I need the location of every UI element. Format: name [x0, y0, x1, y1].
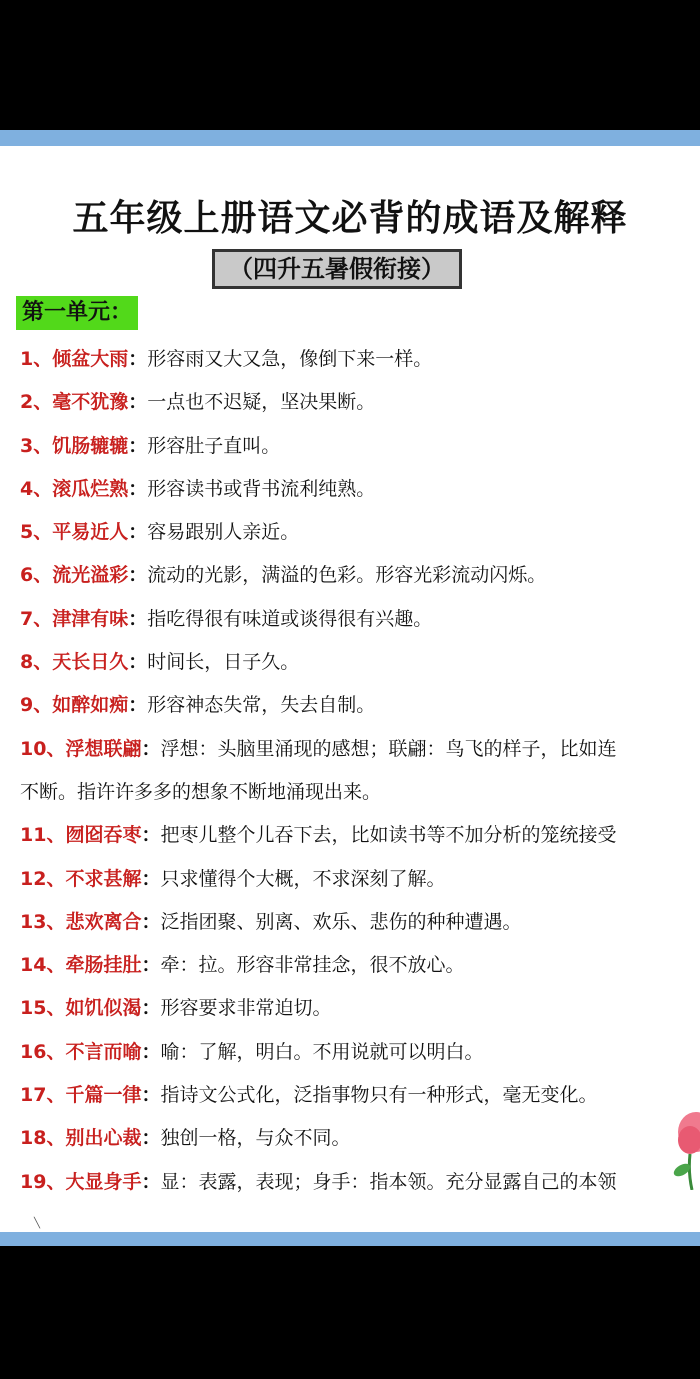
entry-number: 19、	[20, 1170, 66, 1193]
entry-idiom: 大显身手	[65, 1170, 142, 1193]
idiom-entry	[0, 901, 700, 944]
entry-idiom: 平易近人	[52, 521, 129, 544]
entry-definition: 形容读书或背书流利纯熟。	[147, 477, 376, 500]
idiom-list	[0, 338, 700, 1204]
entry-colon: ：	[128, 391, 148, 414]
entry-colon: ：	[128, 651, 148, 674]
entry-definition: 只求懂得个大概，不求深刻了解。	[160, 867, 446, 890]
entry-idiom: 不求甚解	[65, 867, 142, 890]
entry-definition: 喻：了解，明白。不用说就可以明白。	[160, 1040, 484, 1063]
idiom-entry	[0, 598, 700, 641]
entry-idiom: 饥肠辘辘	[52, 434, 129, 457]
entry-idiom: 如醉如痴	[52, 694, 129, 717]
subtitle-box: （四升五暑假衔接）	[212, 249, 462, 289]
idiom-entry	[0, 468, 700, 511]
entry-definition: 浮想：头脑里涌现的感想；联翩：鸟飞的样子，比如连	[160, 737, 617, 760]
entry-idiom: 天长日久	[52, 651, 129, 674]
entry-definition: 容易跟别人亲近。	[147, 521, 300, 544]
entry-continuation	[0, 771, 700, 814]
entry-number: 7、	[20, 607, 53, 630]
idiom-entry	[0, 554, 700, 597]
entry-colon: ：	[128, 521, 148, 544]
idiom-entry	[0, 858, 700, 901]
entry-idiom: 悲欢离合	[65, 910, 142, 933]
entry-number: 3、	[20, 434, 53, 457]
entry-idiom: 津津有味	[52, 607, 129, 630]
entry-number: 16、	[20, 1040, 66, 1063]
flower-decoration-icon	[670, 1110, 700, 1190]
unit-label: 第一单元：	[16, 296, 138, 330]
entry-number: 11、	[20, 824, 66, 847]
entry-colon: ：	[141, 1127, 161, 1150]
entry-idiom: 滚瓜烂熟	[52, 477, 129, 500]
idiom-entry	[0, 338, 700, 381]
entry-idiom: 浮想联翩	[65, 737, 142, 760]
entry-colon: ：	[141, 910, 161, 933]
idiom-entry	[0, 1117, 700, 1160]
entry-definition: 显：表露，表现；身手：指本领。充分显露自己的本领	[160, 1170, 617, 1193]
entry-colon: ：	[128, 434, 148, 457]
idiom-entry	[0, 987, 700, 1030]
idiom-entry	[0, 944, 700, 987]
idiom-entry	[0, 814, 700, 857]
idiom-entry	[0, 728, 700, 771]
entry-number: 5、	[20, 521, 53, 544]
entry-definition: 形容要求非常迫切。	[160, 997, 332, 1020]
entry-number: 9、	[20, 694, 53, 717]
entry-definition: 形容神态失常，失去自制。	[147, 694, 376, 717]
entry-colon: ：	[128, 477, 148, 500]
entry-definition: 流动的光影，满溢的色彩。形容光彩流动闪烁。	[147, 564, 547, 587]
idiom-entry	[0, 381, 700, 424]
entry-definition: 牵：拉。形容非常挂念，很不放心。	[160, 954, 465, 977]
entry-number: 2、	[20, 391, 53, 414]
entry-idiom: 千篇一律	[65, 1084, 142, 1107]
entry-definition: 形容雨又大又急，像倒下来一样。	[147, 348, 433, 370]
entry-number: 8、	[20, 651, 53, 674]
entry-definition: 指诗文公式化，泛指事物只有一种形式，毫无变化。	[160, 1084, 598, 1107]
entry-number: 14、	[20, 954, 66, 977]
entry-idiom: 囫囵吞枣	[65, 824, 142, 847]
entry-number: 10、	[20, 737, 66, 760]
entry-colon: ：	[128, 348, 148, 370]
entry-definition: 形容肚子直叫。	[147, 434, 281, 457]
entry-idiom: 别出心裁	[65, 1127, 142, 1150]
entry-definition: 泛指团聚、别离、欢乐、悲伤的种种遭遇。	[160, 910, 522, 933]
entry-colon: ：	[128, 564, 148, 587]
entry-colon: ：	[128, 694, 148, 717]
entry-colon: ：	[141, 1040, 161, 1063]
corner-mark: ╲	[34, 1218, 41, 1229]
idiom-entry	[0, 1031, 700, 1074]
entry-colon: ：	[128, 607, 148, 630]
idiom-entry	[0, 1161, 700, 1204]
entry-colon: ：	[141, 824, 161, 847]
entry-number: 6、	[20, 564, 53, 587]
entry-number: 15、	[20, 997, 66, 1020]
entry-number: 4、	[20, 477, 53, 500]
top-black-bar	[0, 0, 700, 130]
document-frame	[0, 130, 700, 1246]
entry-colon: ：	[141, 737, 161, 760]
entry-idiom: 流光溢彩	[52, 564, 129, 587]
entry-number: 18、	[20, 1127, 66, 1150]
entry-definition: 时间长，日子久。	[147, 651, 300, 674]
entry-number: 17、	[20, 1084, 66, 1107]
idiom-entry	[0, 641, 700, 684]
page-title: 五年级上册语文必背的成语及解释	[72, 198, 628, 239]
entry-definition: 指吃得很有味道或谈得很有兴趣。	[147, 607, 433, 630]
entry-colon: ：	[141, 954, 161, 977]
bottom-black-bar	[0, 1246, 700, 1379]
entry-definition: 不断。指许许多多的想象不断地涌现出来。	[20, 780, 382, 803]
entry-idiom: 毫不犹豫	[52, 391, 129, 414]
entry-number: 1、	[20, 348, 53, 370]
entry-colon: ：	[141, 867, 161, 890]
entry-idiom: 倾盆大雨	[52, 348, 129, 370]
entry-definition: 独创一格，与众不同。	[160, 1127, 351, 1150]
entry-colon: ：	[141, 1170, 161, 1193]
entry-number: 12、	[20, 867, 66, 890]
document-sheet	[0, 146, 700, 1232]
entry-colon: ：	[141, 997, 161, 1020]
entry-idiom: 牵肠挂肚	[65, 954, 142, 977]
entry-number: 13、	[20, 910, 66, 933]
idiom-entry	[0, 1074, 700, 1117]
idiom-entry	[0, 684, 700, 727]
entry-definition: 把枣儿整个儿吞下去，比如读书等不加分析的笼统接受	[160, 824, 617, 847]
idiom-entry	[0, 511, 700, 554]
entry-definition: 一点也不迟疑，坚决果断。	[147, 391, 376, 414]
entry-colon: ：	[141, 1084, 161, 1107]
entry-idiom: 不言而喻	[65, 1040, 142, 1063]
idiom-entry	[0, 425, 700, 468]
entry-idiom: 如饥似渴	[65, 997, 142, 1020]
